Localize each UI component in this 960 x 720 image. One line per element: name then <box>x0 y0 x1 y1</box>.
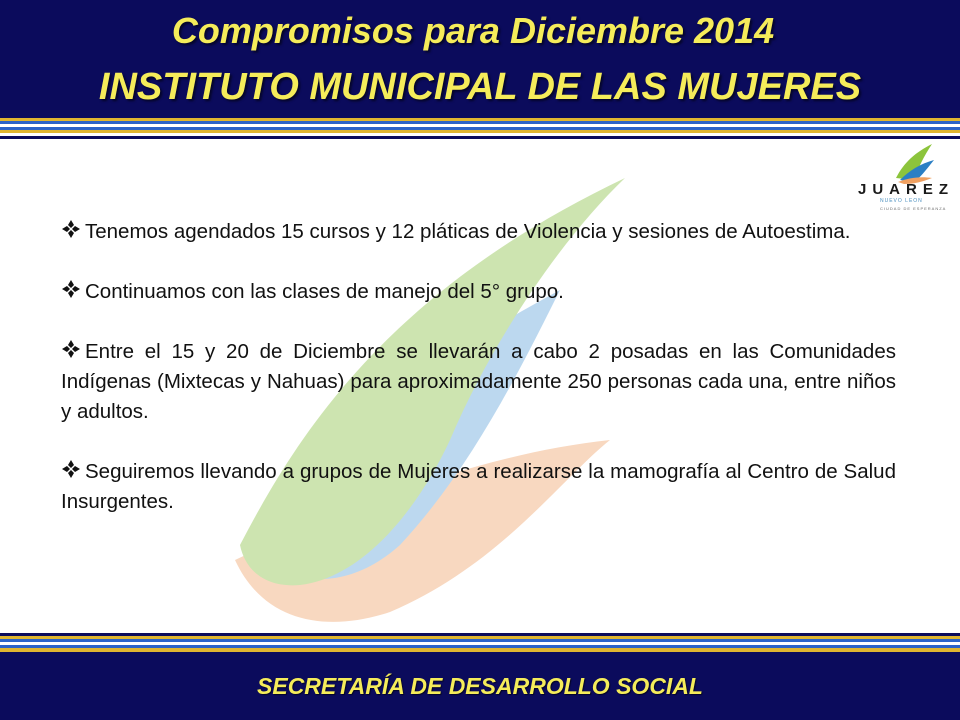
page-title: Compromisos para Diciembre 2014 <box>171 10 775 51</box>
juarez-logo-icon <box>856 140 960 216</box>
bullet-text: Continuamos con las clases de manejo del 5° grupo. <box>85 280 564 303</box>
bullet-text: Tenemos agendados 15 cursos y 12 pláticas de Violencia y sesiones de Autoestima. <box>85 220 851 243</box>
bullet-text: Seguiremos llevando a grupos de Mujeres a realizarse la mamografía al Centro de Salud Insurgentes. <box>61 460 896 513</box>
logo-name: JUAREZ <box>858 181 955 198</box>
footer-label: SECRETARÍA DE DESARROLLO SOCIAL <box>257 673 703 699</box>
bullet-item <box>61 337 896 427</box>
logo-region: NUEVO LEON <box>880 198 923 204</box>
diamond-flower-icon <box>61 339 85 359</box>
bullet-item <box>61 457 896 517</box>
bullet-list <box>61 217 896 517</box>
page-subtitle: INSTITUTO MUNICIPAL DE LAS MUJERES <box>98 66 862 108</box>
header-stripes <box>0 118 960 139</box>
bullet-item <box>61 277 896 307</box>
logo-tagline: CIUDAD DE ESPERANZA <box>880 206 947 211</box>
footer-stripes <box>0 633 960 652</box>
bullet-item <box>61 217 896 247</box>
diamond-flower-icon <box>61 459 85 479</box>
diamond-flower-icon <box>61 219 85 239</box>
diamond-flower-icon <box>61 279 85 299</box>
bullet-text: Entre el 15 y 20 de Diciembre se llevarán a cabo 2 posadas en las Comunidades Indígenas (Mixtecas y Nahuas) para aproximadamente 250 personas cada una, entre niños y adultos. <box>61 340 896 423</box>
